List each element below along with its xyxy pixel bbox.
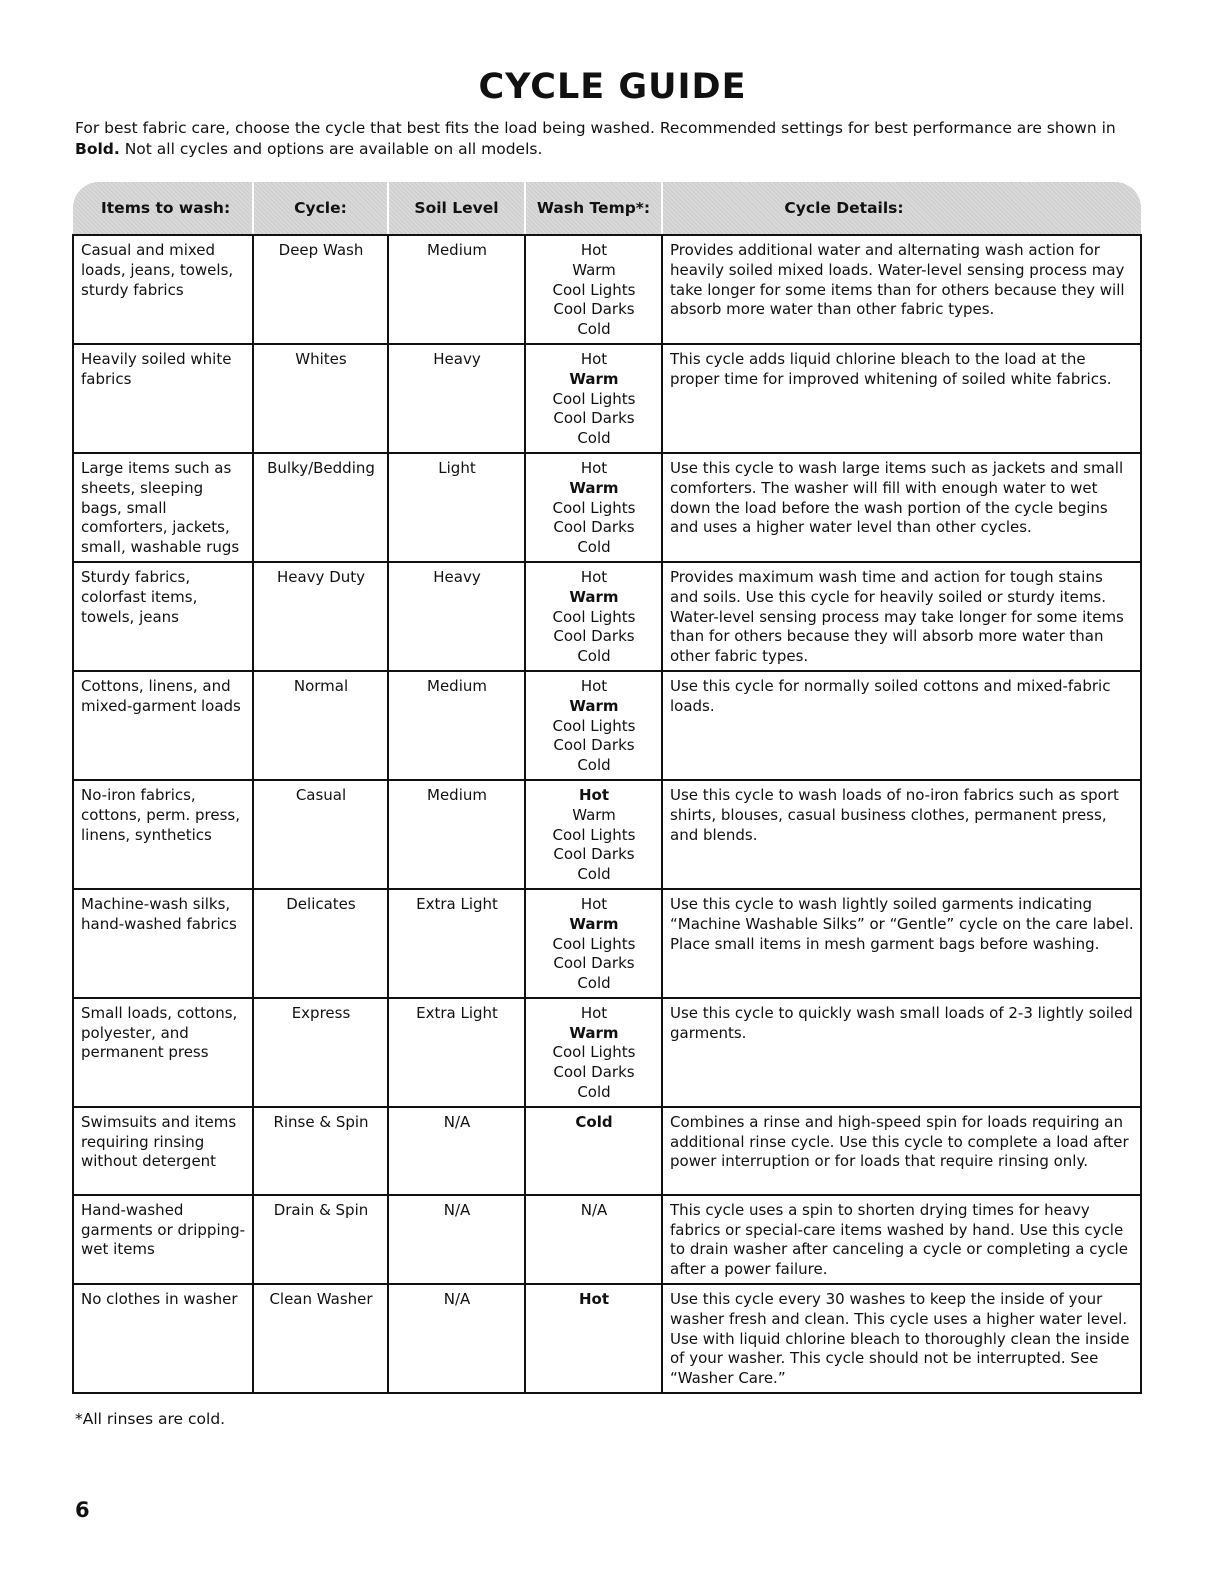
page-number: 6: [75, 1498, 90, 1522]
table-row: [73, 1107, 1141, 1195]
wash-temp-option: Hot: [578, 785, 610, 804]
table-row: [73, 344, 1141, 453]
wash-temp-option: Cool Darks: [553, 409, 635, 428]
cell-wash-temps: [525, 344, 662, 453]
cell-cycle-details: Provides additional water and alternating wash action for heavily soiled mixed loads. Water-level sensing process may take longer for some items than for others because they will absorb more water than other fabric types.: [662, 235, 1141, 344]
wash-temp-option: Cool Lights: [552, 280, 636, 299]
header-cycle-details: Cycle Details:: [662, 182, 1141, 235]
cell-soil-level: N/A: [388, 1284, 525, 1393]
cycle-guide-table: [72, 182, 1142, 1394]
wash-temp-option: Cool Lights: [552, 607, 636, 626]
cell-cycle: Whites: [253, 344, 388, 453]
intro-bold-word: Bold.: [75, 140, 120, 158]
cell-wash-temps: [525, 889, 662, 998]
wash-temp-option: Cold: [577, 756, 611, 775]
cell-cycle-details: This cycle uses a spin to shorten drying times for heavy fabrics or special-care items washed by hand. Use this cycle to drain washer after canceling a cycle or completing a cycle after a power failure.: [662, 1195, 1141, 1284]
wash-temp-option: Cool Lights: [552, 1043, 636, 1062]
cell-items: Sturdy fabrics, colorfast items, towels, jeans: [73, 562, 253, 671]
cell-soil-level: Heavy: [388, 562, 525, 671]
cell-cycle: Casual: [253, 780, 388, 889]
header-cycle: Cycle:: [253, 182, 388, 235]
cell-cycle: Clean Washer: [253, 1284, 388, 1393]
wash-temp-option: Warm: [569, 369, 619, 388]
wash-temp-option: Warm: [572, 260, 616, 279]
cell-cycle-details: Use this cycle to wash loads of no-iron fabrics such as sport shirts, blouses, casual business clothes, permanent press, and blends.: [662, 780, 1141, 889]
cell-cycle-details: Use this cycle for normally soiled cottons and mixed-fabric loads.: [662, 671, 1141, 780]
cell-cycle-details: Use this cycle to wash large items such as jackets and small comforters. The washer will fill with enough water to wet down the load before the wash portion of the cycle begins and uses a higher water level than other cycles.: [662, 453, 1141, 562]
table-body: [73, 235, 1141, 1393]
cell-cycle-details: Use this cycle to quickly wash small loads of 2-3 lightly soiled garments.: [662, 998, 1141, 1107]
table-row: [73, 235, 1141, 344]
cell-wash-temps: [525, 671, 662, 780]
table-row: [73, 453, 1141, 562]
header-soil-level: Soil Level: [388, 182, 525, 235]
wash-temp-option: Cold: [577, 647, 611, 666]
wash-temp-option: Cold: [577, 865, 611, 884]
cell-cycle: Drain & Spin: [253, 1195, 388, 1284]
cell-wash-temps: [525, 1284, 662, 1393]
cell-soil-level: Medium: [388, 671, 525, 780]
cell-cycle: Normal: [253, 671, 388, 780]
header-wash-temp: Wash Temp*:: [525, 182, 662, 235]
cell-items: No-iron fabrics, cottons, perm. press, linens, synthetics: [73, 780, 253, 889]
wash-temp-option: Hot: [580, 1003, 608, 1022]
cell-cycle: Bulky/Bedding: [253, 453, 388, 562]
cell-items: Cottons, linens, and mixed-garment loads: [73, 671, 253, 780]
cell-wash-temps: [525, 780, 662, 889]
cell-cycle: Deep Wash: [253, 235, 388, 344]
intro-text-2: Not all cycles and options are available on all models.: [119, 140, 543, 158]
cell-soil-level: N/A: [388, 1107, 525, 1195]
wash-temp-option: Warm: [569, 587, 619, 606]
wash-temp-option: Cool Lights: [552, 389, 636, 408]
wash-temp-option: Cool Darks: [553, 300, 635, 319]
wash-temp-option: Cool Lights: [552, 825, 636, 844]
cell-soil-level: Extra Light: [388, 998, 525, 1107]
cell-cycle: Rinse & Spin: [253, 1107, 388, 1195]
intro-text-1: For best fabric care, choose the cycle that best fits the load being washed. Recommended settings for best performance are shown in: [75, 119, 1116, 137]
wash-temp-option: Cool Darks: [553, 1063, 635, 1082]
wash-temp-option: Warm: [572, 805, 616, 824]
wash-temp-option: Cold: [575, 1112, 613, 1131]
wash-temp-option: N/A: [580, 1200, 608, 1219]
page-title: CYCLE GUIDE: [478, 67, 747, 107]
wash-temp-option: Cool Darks: [553, 845, 635, 864]
cell-soil-level: Extra Light: [388, 889, 525, 998]
intro-paragraph: [75, 118, 1155, 160]
cell-cycle: Heavy Duty: [253, 562, 388, 671]
cell-soil-level: Medium: [388, 235, 525, 344]
wash-temp-option: Hot: [580, 458, 608, 477]
wash-temp-option: Hot: [578, 1290, 610, 1309]
wash-temp-option: Hot: [580, 241, 608, 259]
wash-temp-option: Hot: [580, 567, 608, 586]
wash-temp-option: Cold: [577, 1083, 611, 1102]
cell-items: Heavily soiled white fabrics: [73, 344, 253, 453]
cell-wash-temps: [525, 453, 662, 562]
wash-temp-option: Warm: [569, 696, 619, 715]
table-row: [73, 562, 1141, 671]
cell-cycle-details: This cycle adds liquid chlorine bleach to the load at the proper time for improved whitening of soiled white fabrics.: [662, 344, 1141, 453]
wash-temp-option: Cool Lights: [552, 934, 636, 953]
cell-wash-temps: [525, 998, 662, 1107]
table-row: [73, 780, 1141, 889]
wash-temp-option: Warm: [569, 914, 619, 933]
cell-cycle-details: Use this cycle to wash lightly soiled garments indicating “Machine Washable Silks” or “Gentle” cycle on the care label. Place small items in mesh garment bags before washing.: [662, 889, 1141, 998]
table-row: [73, 998, 1141, 1107]
wash-temp-option: Cool Darks: [553, 627, 635, 646]
cell-items: Hand-washed garments or dripping-wet items: [73, 1195, 253, 1284]
cell-wash-temps: [525, 1107, 662, 1195]
cell-items: Swimsuits and items requiring rinsing without detergent: [73, 1107, 253, 1195]
wash-temp-option: Cold: [577, 429, 611, 448]
cell-cycle: Express: [253, 998, 388, 1107]
cell-wash-temps: [525, 562, 662, 671]
footnote: *All rinses are cold.: [75, 1410, 226, 1428]
cell-soil-level: Medium: [388, 780, 525, 889]
wash-temp-option: Cool Darks: [553, 954, 635, 973]
wash-temp-option: Hot: [580, 894, 608, 913]
table-row: [73, 1284, 1141, 1393]
cell-cycle: Delicates: [253, 889, 388, 998]
wash-temp-option: Cool Lights: [552, 498, 636, 517]
wash-temp-option: Cool Darks: [553, 518, 635, 537]
table-row: [73, 889, 1141, 998]
cell-items: Small loads, cottons, polyester, and permanent press: [73, 998, 253, 1107]
wash-temp-option: Cold: [577, 538, 611, 557]
table-header-row: [73, 182, 1141, 235]
wash-temp-option: Cold: [577, 320, 611, 339]
wash-temp-option: Warm: [569, 478, 619, 497]
wash-temp-option: Cool Darks: [553, 736, 635, 755]
cycle-guide-table-wrapper: [72, 182, 1140, 1394]
wash-temp-option: Cool Lights: [552, 716, 636, 735]
cell-wash-temps: [525, 1195, 662, 1284]
wash-temp-option: Hot: [580, 349, 608, 368]
wash-temp-option: Cold: [577, 974, 611, 993]
cell-cycle-details: Combines a rinse and high-speed spin for loads requiring an additional rinse cycle. Use this cycle to complete a load after power interruption or for loads that require rinsing only.: [662, 1107, 1141, 1195]
cell-cycle-details: Provides maximum wash time and action for tough stains and soils. Use this cycle for heavily soiled or sturdy items. Water-level sensing process may take longer for some items than for others because they will absorb more water than other fabric types.: [662, 562, 1141, 671]
cell-soil-level: Heavy: [388, 344, 525, 453]
cell-soil-level: Light: [388, 453, 525, 562]
cell-items: Casual and mixed loads, jeans, towels, sturdy fabrics: [73, 235, 253, 344]
wash-temp-option: Hot: [580, 676, 608, 695]
header-items: Items to wash:: [73, 182, 253, 235]
cell-wash-temps: [525, 235, 662, 344]
table-row: [73, 1195, 1141, 1284]
cell-items: Machine-wash silks, hand-washed fabrics: [73, 889, 253, 998]
cell-soil-level: N/A: [388, 1195, 525, 1284]
cell-cycle-details: Use this cycle every 30 washes to keep the inside of your washer fresh and clean. This cycle uses a higher water level. Use with liquid chlorine bleach to thoroughly clean the inside of your washer. This cycle should not be interrupted. See “Washer Care.”: [662, 1284, 1141, 1393]
wash-temp-option: Warm: [569, 1023, 619, 1042]
cell-items: Large items such as sheets, sleeping bags, small comforters, jackets, small, washable rugs: [73, 453, 253, 562]
cell-items: No clothes in washer: [73, 1284, 253, 1393]
table-row: [73, 671, 1141, 780]
